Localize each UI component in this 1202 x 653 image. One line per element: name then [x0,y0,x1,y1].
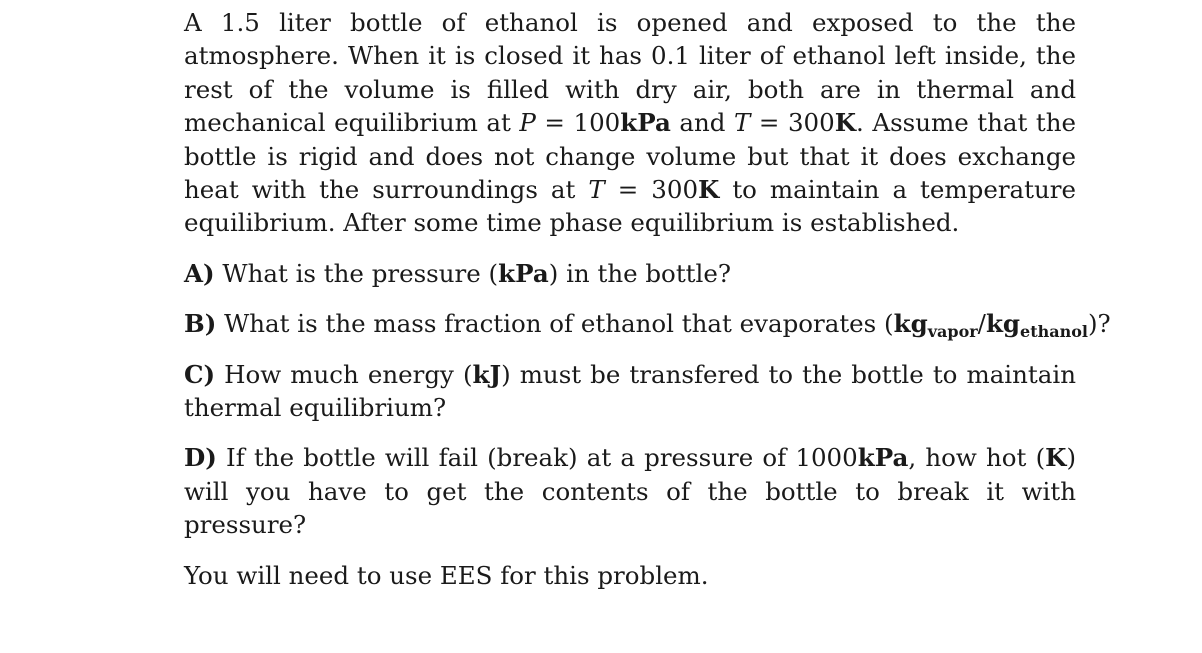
pressure-unit: kPa [620,108,671,138]
question-a-text-post: ) in the bottle? [548,258,731,288]
question-a [184,257,1076,290]
intro-text-1: A 1.5 liter bottle of ethanol is opened and exposed to the the atmosphere. When it is closed it has 0.1 liter of ethanol left inside, the rest of the volume is filled with dry air, both are in thermal and mechanical equilibrium at [184,8,1076,138]
ethanol-subscript: ethanol [1020,322,1088,342]
fraction-slash: / [977,309,986,339]
question-d-label: D) [184,443,217,473]
failure-pressure-unit: kPa [857,443,909,473]
question-d [184,441,1076,541]
surroundings-temperature-symbol: T [588,175,605,205]
vapor-subscript: vapor [927,322,978,342]
question-d-text-pre: If the bottle will fail (break) at a pressure of 1000 [216,443,858,473]
question-b [184,307,1111,342]
temperature-value: = 300 [750,108,835,138]
ethanol-mass-unit: kg [985,309,1021,339]
question-d-text-mid: , how hot ( [908,443,1046,473]
problem-document [184,6,1111,592]
temperature-unit-k: K [1045,443,1067,473]
pressure-value: = 100 [535,108,621,138]
surroundings-temperature-value: = 300 [604,175,699,205]
question-a-label: A) [184,258,215,288]
question-b-label: B) [184,309,217,339]
surroundings-temperature-unit: K [698,175,720,205]
temperature-symbol: T [734,108,751,138]
ees-note: You will need to use EES for this problem. [184,560,709,590]
vapor-mass-unit: kg [893,309,928,339]
pressure-symbol: P [519,108,536,138]
question-c-unit: kJ [472,359,502,389]
intro-text-3: to maintain a temperature equilibrium. After some time phase equilibrium is established. [184,175,1076,238]
and-text: and [670,108,735,138]
problem-statement [184,6,1076,240]
question-c-text-post: ) must be transfered to the bottle to maintain thermal equilibrium? [184,359,1076,423]
question-b-text-pre: What is the mass fraction of ethanol that evaporates ( [216,309,894,339]
question-c [184,358,1076,425]
question-b-text-post: )? [1088,309,1111,339]
question-c-label: C) [184,359,216,389]
question-c-text-pre: How much energy ( [215,359,473,389]
question-a-unit: kPa [498,258,549,288]
intro-text-2: . Assume that the bottle is rigid and does not change volume but that it does exchange heat with the surroundings at [184,108,1076,205]
temperature-unit: K [834,108,857,138]
question-d-text-post: ) will you have to get the contents of the bottle to break it with pressure? [184,443,1076,540]
question-a-text-pre: What is the pressure ( [214,258,499,288]
